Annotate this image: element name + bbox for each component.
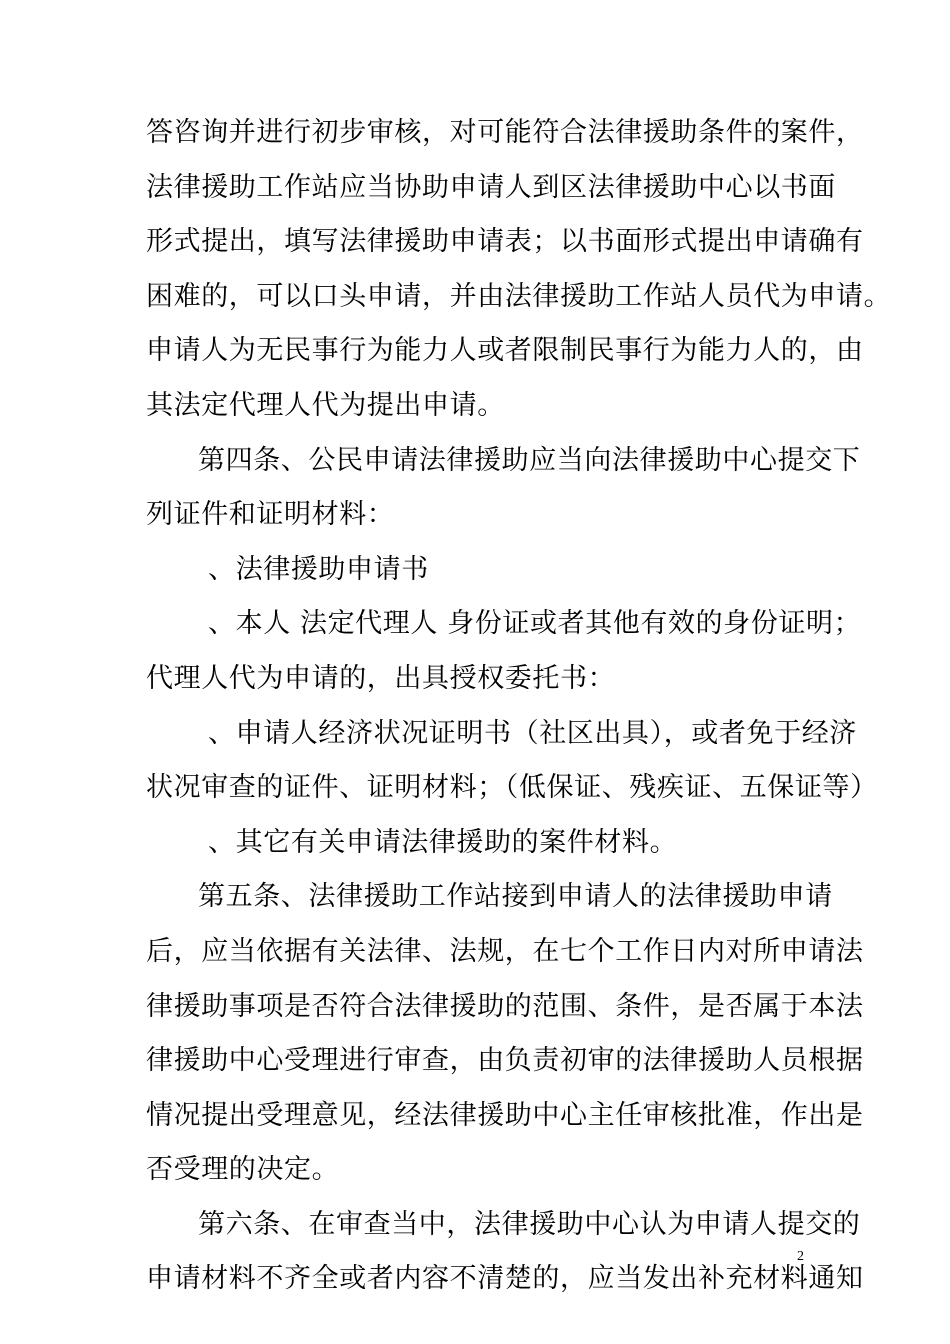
list-item-line: 、本人 法定代理人 身份证或者其他有效的身份证明；	[208, 608, 862, 640]
text-line: 申请人为无民事行为能力人或者限制民事行为能力人的，由	[146, 335, 864, 367]
text-line: 状况审查的证件、证明材料；（低保证、残疾证、五保证等）	[146, 772, 878, 804]
article-4-heading-line: 第四条、公民申请法律援助应当向法律援助中心提交下	[198, 444, 861, 476]
list-item-line: 、其它有关申请法律援助的案件材料。	[208, 826, 678, 858]
text-line: 律援助事项是否符合法律援助的范围、条件，是否属于本法	[146, 990, 864, 1022]
text-line: 申请材料不齐全或者内容不清楚的，应当发出补充材料通知	[146, 1263, 864, 1295]
list-item-line: 、申请人经济状况证明书（社区出具），或者免于经济	[208, 717, 857, 749]
text-line: 形式提出，填写法律援助申请表；以书面形式提出申请确有	[146, 226, 864, 258]
text-line: 否受理的决定。	[146, 1154, 340, 1186]
list-item-line: 、法律援助申请书	[208, 553, 429, 585]
text-line: 答咨询并进行初步审核，对可能符合法律援助条件的案件，	[146, 117, 864, 148]
text-line: 情况提出受理意见，经法律援助中心主任审核批准，作出是	[146, 1099, 864, 1131]
text-line: 后，应当依据有关法律、法规，在七个工作日内对所申请法	[146, 935, 864, 967]
article-6-heading-line: 第六条、在审查当中，法律援助中心认为申请人提交的	[198, 1208, 861, 1240]
text-line: 列证件和证明材料：	[146, 499, 395, 531]
text-line: 其法定代理人代为提出申请。	[146, 389, 505, 421]
article-5-heading-line: 第五条、法律援助工作站接到申请人的法律援助申请	[198, 881, 833, 913]
text-line: 律援助中心受理进行审查，由负责初审的法律援助人员根据	[146, 1045, 864, 1077]
text-line: 代理人代为申请的，出具授权委托书：	[146, 662, 616, 694]
page-number: 2	[797, 1249, 804, 1264]
text-line: 法律援助工作站应当协助申请人到区法律援助中心以书面	[146, 171, 836, 203]
text-line: 困难的，可以口头申请，并由法律援助工作站人员代为申请。	[146, 280, 892, 312]
document-body	[146, 106, 892, 1307]
